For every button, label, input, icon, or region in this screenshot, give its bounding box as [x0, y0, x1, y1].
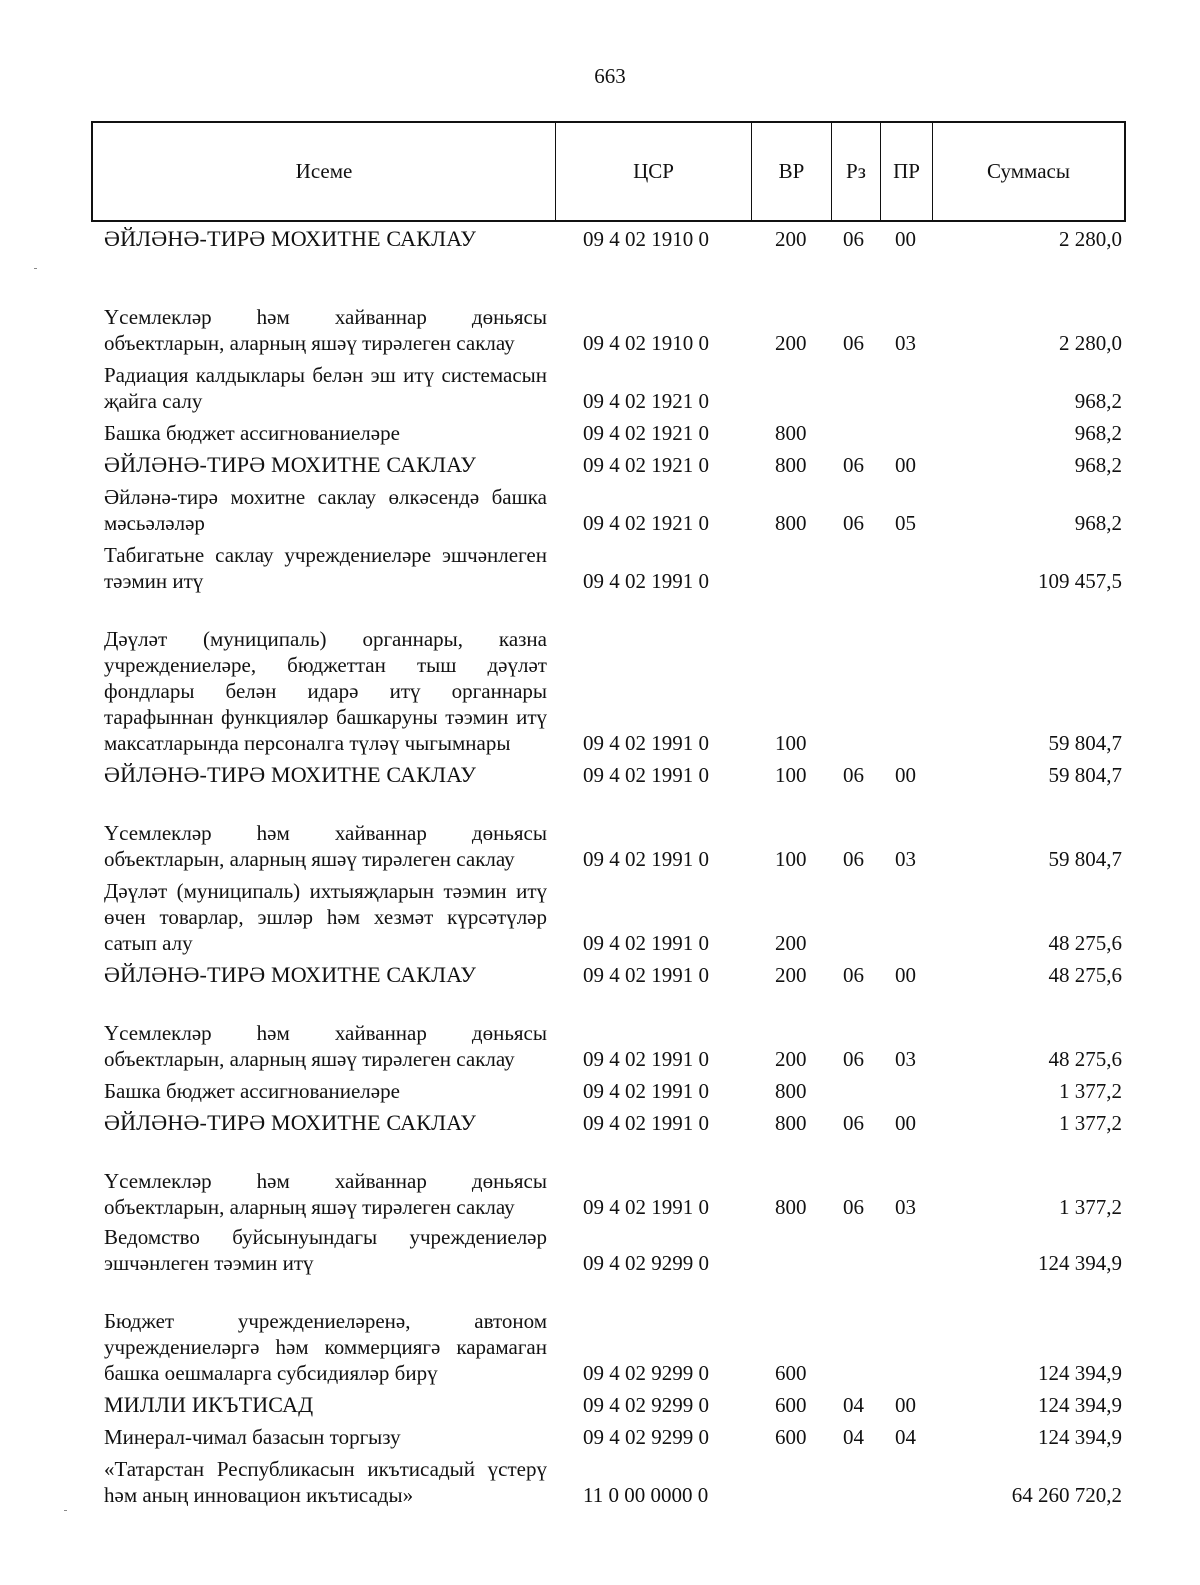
- row-sum: 124 394,9: [1038, 1425, 1122, 1449]
- row-sum: 1 377,2: [1059, 1195, 1122, 1219]
- header-sum: Суммасы: [987, 159, 1070, 183]
- row-csr: 09 4 02 1910 0: [583, 227, 709, 251]
- row-rz: 06: [843, 1195, 864, 1219]
- row-name: ӘЙЛӘНӘ-ТИРӘ МОХИТНЕ САКЛАУ: [104, 452, 477, 477]
- row-name: «Татарстан Республикасын икътисадый үстерү һәм аның инновацион икътисады»: [104, 1457, 547, 1507]
- page-number: 663: [594, 64, 626, 88]
- row-sum: 1 377,2: [1059, 1111, 1122, 1135]
- row-vr: 100: [775, 847, 807, 871]
- row-vr: 100: [775, 763, 807, 787]
- row-name: Үсемлекләр һәм хайваннар дөньясы объектларын, аларның яшәү тирәлеген саклау: [104, 821, 547, 871]
- table-row: [0, 596, 1200, 758]
- row-name: Башка бюджет ассигнованиеләре: [104, 1079, 400, 1103]
- row-name: Радиация калдыклары белән эш итү системасын җайга салу: [104, 363, 547, 413]
- row-csr: 09 4 02 1921 0: [583, 389, 709, 413]
- row-csr: 09 4 02 1991 0: [583, 931, 709, 955]
- row-csr: 09 4 02 1991 0: [583, 1047, 709, 1071]
- row-vr: 600: [775, 1425, 807, 1449]
- row-sum: 109 457,5: [1038, 569, 1122, 593]
- table-row: [0, 480, 1200, 538]
- row-sum: 2 280,0: [1059, 331, 1122, 355]
- row-csr: 09 4 02 1921 0: [583, 421, 709, 445]
- row-csr: 09 4 02 1991 0: [583, 763, 709, 787]
- row-pr: 00: [895, 453, 916, 477]
- row-sum: 64 260 720,2: [1011, 1483, 1122, 1507]
- header-rz: Рз: [832, 123, 881, 220]
- row-rz: 06: [843, 763, 864, 787]
- row-name: Бюджет учреждениеләренә, автоном учреждениеләргә һәм коммерциягә карамаган башка оешмаларга субсидияләр бирү: [104, 1309, 547, 1385]
- table-row: [0, 222, 1200, 254]
- row-name: Табигатьне саклау учреждениеләре эшчәнлеген тәэмин итү: [104, 543, 547, 593]
- row-csr: 09 4 02 1910 0: [583, 331, 709, 355]
- row-pr: 05: [895, 511, 916, 535]
- row-csr: 11 0 00 0000 0: [583, 1483, 709, 1507]
- row-name: ӘЙЛӘНӘ-ТИРӘ МОХИТНЕ САКЛАУ: [104, 762, 477, 787]
- row-sum: 124 394,9: [1038, 1251, 1122, 1275]
- row-sum: 48 275,6: [1048, 931, 1122, 955]
- row-csr: 09 4 02 1991 0: [583, 731, 709, 755]
- row-vr: 600: [775, 1361, 807, 1385]
- row-csr: 09 4 02 1991 0: [583, 1079, 709, 1103]
- row-vr: 800: [775, 453, 807, 477]
- row-vr: 600: [775, 1393, 807, 1417]
- table-header: [91, 121, 1126, 222]
- row-pr: 03: [895, 331, 916, 355]
- table-row: [0, 1106, 1200, 1138]
- row-sum: 59 804,7: [1048, 731, 1122, 755]
- row-name: ӘЙЛӘНӘ-ТИРӘ МОХИТНЕ САКЛАУ: [104, 1110, 477, 1135]
- row-name: Үсемлекләр һәм хайваннар дөньясы объектларын, аларның яшәү тирәлеген саклау: [104, 305, 547, 355]
- row-vr: 800: [775, 1195, 807, 1219]
- row-rz: 04: [843, 1393, 864, 1417]
- row-name: МИЛЛИ ИКЪТИСАД: [104, 1392, 314, 1417]
- row-rz: 04: [843, 1425, 864, 1449]
- row-name: Үсемлекләр һәм хайваннар дөньясы объектларын, аларның яшәү тирәлеген саклау: [104, 1169, 547, 1219]
- row-name: Дәүләт (муниципаль) ихтыяҗларын тәэмин итү өчен товарлар, эшләр һәм хезмәт күрсәтүләр сатып алу: [104, 879, 547, 955]
- table-row: [0, 1222, 1200, 1278]
- scan-mark: [34, 268, 37, 269]
- row-sum: 124 394,9: [1038, 1361, 1122, 1385]
- row-name: ӘЙЛӘНӘ-ТИРӘ МОХИТНЕ САКЛАУ: [104, 226, 477, 251]
- row-name: Үсемлекләр һәм хайваннар дөньясы объектларын, аларның яшәү тирәлеген саклау: [104, 1021, 547, 1071]
- table-row: [0, 1452, 1200, 1510]
- row-vr: 800: [775, 1111, 807, 1135]
- row-rz: 06: [843, 963, 864, 987]
- row-rz: 06: [843, 227, 864, 251]
- row-pr: 00: [895, 227, 916, 251]
- table-row: [0, 358, 1200, 416]
- scan-mark: [64, 1510, 67, 1511]
- table-row: [0, 1138, 1200, 1222]
- row-pr: 03: [895, 1195, 916, 1219]
- row-pr: 00: [895, 963, 916, 987]
- header-name: Исеме: [93, 123, 556, 220]
- row-sum: 59 804,7: [1048, 847, 1122, 871]
- row-vr: 800: [775, 1079, 807, 1103]
- row-pr: 00: [895, 1111, 916, 1135]
- row-pr: 00: [895, 1393, 916, 1417]
- row-sum: 48 275,6: [1048, 1047, 1122, 1071]
- table-row: [0, 448, 1200, 480]
- row-name: Башка бюджет ассигнованиеләре: [104, 421, 400, 445]
- row-csr: 09 4 02 9299 0: [583, 1425, 709, 1449]
- table-row: [0, 1388, 1200, 1420]
- row-sum: 968,2: [1074, 453, 1122, 477]
- row-csr: 09 4 02 1991 0: [583, 1111, 709, 1135]
- row-rz: 06: [843, 453, 864, 477]
- row-vr: 200: [775, 1047, 807, 1071]
- row-sum: 48 275,6: [1048, 963, 1122, 987]
- row-name: Әйләнә-тирә мохитне саклау өлкәсендә башка мәсьәләләр: [104, 485, 547, 535]
- row-sum: 968,2: [1074, 421, 1122, 445]
- table-row: [0, 874, 1200, 958]
- table-row: [0, 538, 1200, 596]
- row-name: ӘЙЛӘНӘ-ТИРӘ МОХИТНЕ САКЛАУ: [104, 962, 477, 987]
- table-row: [0, 1420, 1200, 1452]
- row-pr: 04: [895, 1425, 916, 1449]
- table-row: [0, 254, 1200, 358]
- table-row: [0, 1278, 1200, 1388]
- row-sum: 2 280,0: [1059, 227, 1122, 251]
- row-name: Дәүләт (муниципаль) органнары, казна учреждениеләре, бюджеттан тыш дәүләт фондлары белән идарә итү органнары тарафыннан функцияләр башкаруны тәэмин итү максатларында персоналга түләү чыгымнары: [104, 627, 547, 755]
- row-vr: 200: [775, 331, 807, 355]
- header-pr: ПР: [881, 123, 933, 220]
- row-vr: 200: [775, 931, 807, 955]
- row-csr: 09 4 02 1921 0: [583, 511, 709, 535]
- table-row: [0, 758, 1200, 790]
- row-csr: 09 4 02 1991 0: [583, 963, 709, 987]
- row-csr: 09 4 02 1991 0: [583, 847, 709, 871]
- row-pr: 03: [895, 847, 916, 871]
- table-row: [0, 416, 1200, 448]
- row-csr: 09 4 02 1921 0: [583, 453, 709, 477]
- row-sum: 968,2: [1074, 511, 1122, 535]
- row-csr: 09 4 02 1991 0: [583, 1195, 709, 1219]
- table-row: [0, 958, 1200, 990]
- row-rz: 06: [843, 1047, 864, 1071]
- row-rz: 06: [843, 847, 864, 871]
- row-csr: 09 4 02 1991 0: [583, 569, 709, 593]
- row-rz: 06: [843, 1111, 864, 1135]
- row-csr: 09 4 02 9299 0: [583, 1361, 709, 1385]
- table-row: [0, 790, 1200, 874]
- row-pr: 00: [895, 763, 916, 787]
- header-vr: ВР: [752, 123, 832, 220]
- row-sum: 124 394,9: [1038, 1393, 1122, 1417]
- table-body: [0, 222, 1200, 1510]
- table-row: [0, 1074, 1200, 1106]
- row-vr: 800: [775, 511, 807, 535]
- row-name: Минерал-чимал базасын торгызу: [104, 1425, 401, 1449]
- row-vr: 200: [775, 227, 807, 251]
- row-rz: 06: [843, 511, 864, 535]
- row-vr: 200: [775, 963, 807, 987]
- row-csr: 09 4 02 9299 0: [583, 1251, 709, 1275]
- row-vr: 100: [775, 731, 807, 755]
- row-sum: 59 804,7: [1048, 763, 1122, 787]
- row-sum: 968,2: [1074, 389, 1122, 413]
- row-name: Ведомство буйсынуындагы учреждениеләр эшчәнлеген тәэмин итү: [104, 1225, 547, 1275]
- row-sum: 1 377,2: [1059, 1079, 1122, 1103]
- row-vr: 800: [775, 421, 807, 445]
- table-row: [0, 990, 1200, 1074]
- row-rz: 06: [843, 331, 864, 355]
- row-csr: 09 4 02 9299 0: [583, 1393, 709, 1417]
- row-pr: 03: [895, 1047, 916, 1071]
- header-csr: ЦСР: [556, 123, 752, 220]
